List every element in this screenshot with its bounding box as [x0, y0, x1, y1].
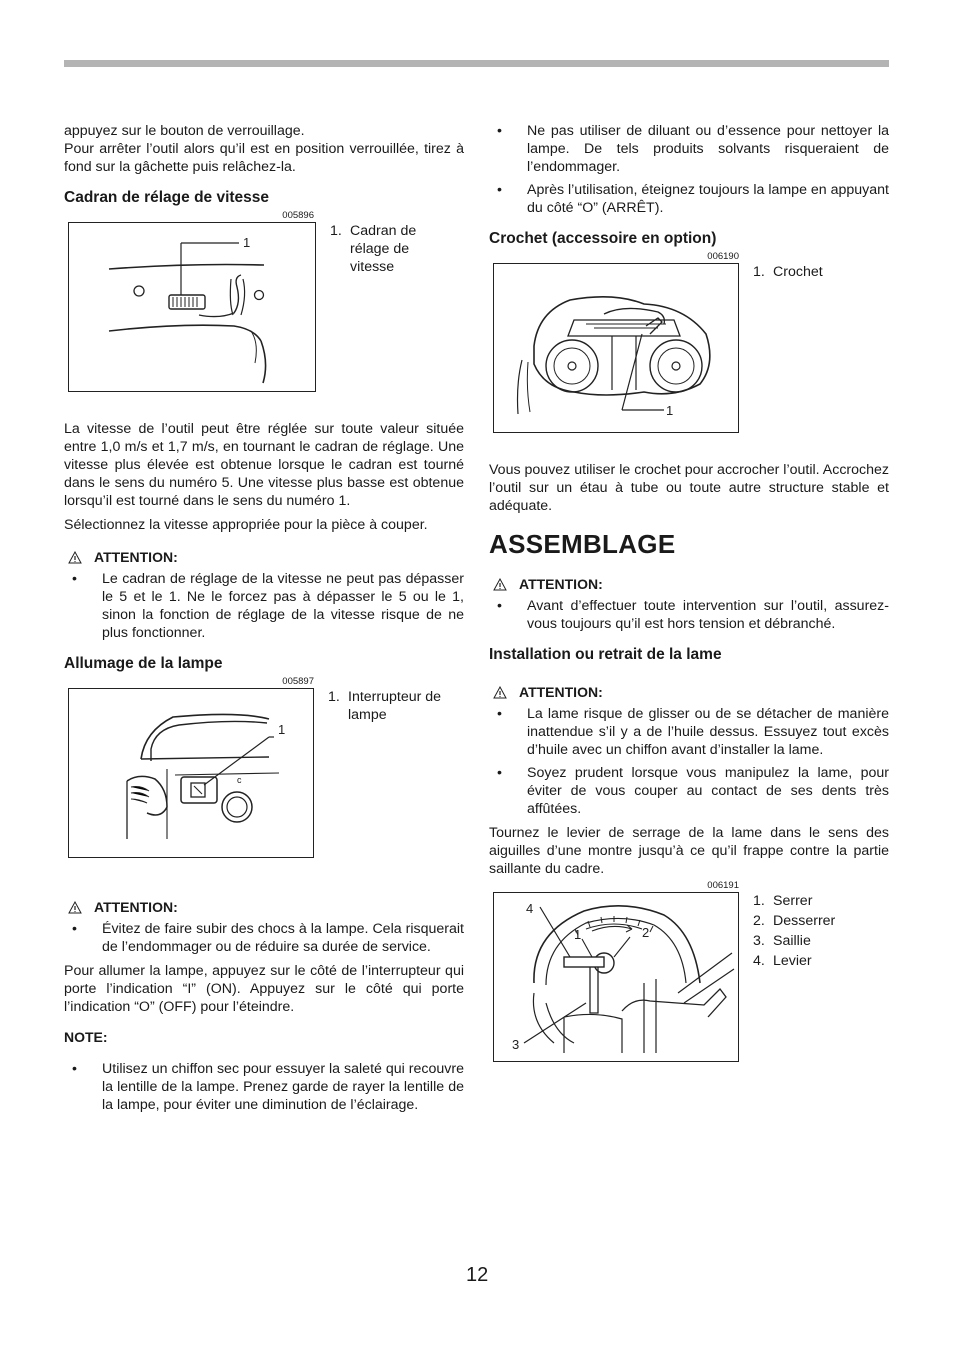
speed-dial-legend — [316, 222, 430, 276]
speed-dial-paragraph: La vitesse de l’outil peut être réglée sur toute valeur située entre 1,0 m/s et 1,7 m/s, en tournant le cadran de réglage. Une vitesse plus élevée est obtenue lorsque le cadran est tourné dans le sens du numéro 5. Une vitesse plus basse est obtenue lorsqu’il est tourné dans le sens du numéro 1. — [64, 421, 464, 509]
lamp-switch-illustration — [68, 688, 314, 858]
list-item: • Avant d’effectuer toute intervention sur l’outil, assurez-vous toujours qu’il est hors tension et débranché. — [497, 598, 889, 632]
blade-lever-illustration — [493, 892, 739, 1062]
blade-legend — [739, 892, 835, 972]
hook-paragraph: Vous pouvez utiliser le crochet pour accrocher l’outil. Accrochez l’outil sur un étau à tube ou toute autre structure stable et adéquate. — [489, 462, 889, 514]
attention-list — [64, 920, 464, 956]
note-label: NOTE: — [64, 1029, 108, 1045]
legend-item: 1. Crochet — [753, 264, 823, 280]
list-item: • Après l’utilisation, éteignez toujours la lampe en appuyant du côté “O” (ARRÊT). — [497, 182, 890, 216]
callout-3: 3 — [512, 1037, 520, 1052]
attention-list — [489, 597, 889, 633]
speed-dial-paragraph: Sélectionnez la vitesse appropriée pour la pièce à couper. — [64, 517, 428, 533]
svg-text:c: c — [237, 775, 242, 785]
lamp-legend — [314, 688, 458, 724]
page-number: 12 — [466, 1264, 489, 1286]
list-item: • Ne pas utiliser de diluant ou d’essence pour nettoyer la lampe. De tels produits solvants risqueraient de l’endommager. — [497, 123, 889, 175]
list-item: • La lame risque de glisser ou de se détacher de manière inattendue s’il y a de l’huile dessus. Essuyez tout excès d’huile avec un chiffon avant d’installer la lame. — [497, 706, 889, 758]
lamp-paragraph: Pour allumer la lampe, appuyez sur le côté de l’interrupteur qui porte l’indication “I” (ON). Appuyez sur le côté qui porte l’indication “O” (OFF) pour l’éteindre. — [64, 963, 464, 1015]
header-rule — [64, 60, 889, 67]
intro-paragraph: Pour arrêter l’outil alors qu’il est en position verrouillée, tirez à fond sur la gâchette puis relâchez-la. — [64, 141, 464, 175]
note-list — [64, 1060, 464, 1114]
speed-dial-figure — [64, 222, 464, 392]
attention-label: ATTENTION: — [64, 898, 464, 916]
lamp-figure — [64, 688, 464, 858]
warning-icon — [68, 901, 82, 914]
attention-list — [64, 570, 464, 642]
hook-legend — [739, 263, 823, 281]
attention-label: ATTENTION: — [64, 548, 464, 566]
callout-4: 4 — [526, 901, 534, 916]
attention-label: ATTENTION: — [489, 683, 889, 701]
list-item: • Évitez de faire subir des chocs à la lampe. Cela risquerait de l’endommager ou de réduire sa durée de service. — [72, 921, 464, 955]
callout-2: 2 — [642, 925, 650, 940]
callout-1: 1 — [243, 235, 251, 250]
warning-icon — [68, 551, 82, 564]
right-column — [489, 122, 889, 1062]
figure-code: 005896 — [282, 210, 314, 221]
callout-1: 1 — [574, 927, 582, 942]
callout-1: 1 — [666, 403, 674, 418]
hook-heading: Crochet (accessoire en option) — [489, 230, 717, 247]
blade-figure — [489, 892, 889, 1062]
legend-item: 2. Desserrer — [753, 913, 836, 929]
attention-label: ATTENTION: — [489, 575, 889, 593]
hook-illustration — [493, 263, 739, 433]
figure-code: 006191 — [707, 880, 739, 891]
list-item: • Soyez prudent lorsque vous manipulez la lame, pour éviter de vous couper au contact de ses dents très affûtées. — [497, 765, 889, 817]
lamp-care-list — [489, 122, 889, 217]
list-item: • Utilisez un chiffon sec pour essuyer la saleté qui recouvre la lentille de la lampe. Prenez garde de rayer la lentille de la lampe, pour éviter une diminution de l’éclairage. — [72, 1061, 464, 1113]
legend-item: 1. Interrupteur de lampe — [328, 689, 442, 723]
figure-code: 006190 — [707, 251, 739, 262]
lamp-heading: Allumage de la lampe — [64, 655, 223, 672]
speed-dial-illustration — [68, 222, 316, 392]
legend-item: 3. Saillie — [753, 933, 811, 949]
legend-item: 4. Levier — [753, 953, 812, 969]
hook-figure — [489, 263, 889, 433]
intro-line-1: appuyez sur le bouton de verrouillage. — [64, 123, 305, 139]
attention-list — [489, 705, 889, 818]
list-item: • Le cadran de réglage de la vitesse ne peut pas dépasser le 5 et le 1. Ne le forcez pas à dépasser le 5 ou le 1, sinon la fonction de réglage de la vitesse risque de ne plus fonctionner. — [72, 571, 464, 641]
blade-paragraph: Tournez le levier de serrage de la lame dans le sens des aiguilles d’une montre jusqu’à ce qu’il frappe contre la partie saillante du cadre. — [489, 825, 889, 877]
legend-item: 1. Serrer — [753, 893, 813, 909]
section-title: ASSEMBLAGE — [489, 529, 676, 559]
figure-code: 005897 — [282, 676, 314, 687]
warning-icon — [493, 686, 507, 699]
legend-item: 1. Cadran de rélage de vitesse — [330, 223, 417, 275]
speed-dial-heading: Cadran de rélage de vitesse — [64, 189, 270, 206]
blade-heading: Installation ou retrait de la lame — [489, 646, 722, 663]
callout-1: 1 — [278, 722, 286, 737]
warning-icon — [493, 578, 507, 591]
left-column — [64, 122, 464, 1120]
